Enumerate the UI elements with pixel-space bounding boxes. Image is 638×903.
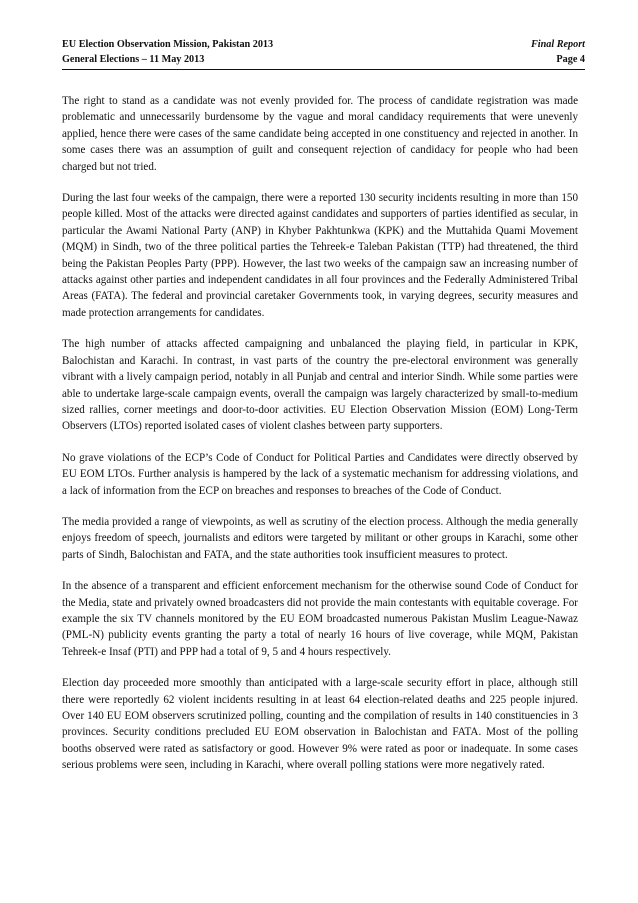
election-subtitle: General Elections – 11 May 2013 — [62, 53, 205, 65]
page-header — [62, 38, 585, 70]
paragraph-election-day: Election day proceeded more smoothly than anticipated with a large-scale security effort in place, although still there were reportedly 62 violent incidents resulting in at least 64 election-related deaths and 225 people injured. Over 140 EU EOM observers scrutinized polling, counting and the compilation of results in 140 constituencies in 3 provinces. Security conditions precluded EU EOM observation in Balochistan and FATA. Most of the polling booths observed were rated as satisfactory or good. However 9% were rated as poor or inadequate. In some cases serious problems were seen, including in Karachi, where overall polling stations were more negatively rated. — [62, 677, 578, 772]
mission-title: EU Election Observation Mission, Pakistan 2013 — [62, 39, 274, 50]
paragraph-media-viewpoints: The media provided a range of viewpoints, as well as scrutiny of the election process. Although the media generally enjoys freedom of speech, journalists and editors were targeted by militant or other groups in Karachi, some other parts of Sindh, Balochistan and FATA, and the state authorities took insufficient measures to protect. — [62, 515, 578, 561]
report-body — [62, 93, 578, 789]
paragraph-candidate-registration: The right to stand as a candidate was not evenly provided for. The process of candidate registration was made problematic and unnecessarily burdensome by the vague and moral candidacy requirements that were unevenly applied, hence there were cases of the same candidate being accepted in one constituency and rejected in another. In some cases there was an assumption of guilt and consequent rejection of candidacy for people who had been charged but not tried. — [62, 95, 578, 173]
header-row-top — [62, 38, 585, 53]
header-row-bottom — [62, 53, 585, 68]
paragraph-code-of-conduct: No grave violations of the ECP’s Code of Conduct for Political Parties and Candidates were directly observed by EU EOM LTOs. Further analysis is hampered by the lack of a systematic mechanism for addressing violations, and a lack of information from the ECP on breaches and responses to breaches of the Code of Conduct. — [62, 451, 578, 497]
report-type: Final Report — [530, 39, 585, 50]
paragraph-security-incidents: During the last four weeks of the campaign, there were a reported 130 security incidents resulting in more than 150 people killed. Most of the attacks were directed against candidates and supporters of parties identified as secular, in particular the Awami National Party (ANP) in Khyber Pakhtunkwa (KPK) and the Muttahida Quami Movement (MQM) in Sindh, two of the three political parties the Tehreek-e Taleban Pakistan (TTP) had threatened, the third being the Pakistan Peoples Party (PPP). However, the last two weeks of the campaign saw an increasing number of attacks against other parties and independent candidates in all four provinces and the Federally Administered Tribal Areas (FATA). The federal and provincial caretaker Governments took, in varying degrees, security measures and made protection arrangements for candidates. — [62, 192, 578, 319]
paragraph-media-coverage: In the absence of a transparent and efficient enforcement mechanism for the otherwise sound Code of Conduct for the Media, state and privately owned broadcasters did not provide the main contestants with equitable coverage. For example the six TV channels monitored by the EU EOM broadcasted numerous Pakistan Muslim League-Nawaz (PML-N) publicity events granting the party a total of nearly 16 hours of live coverage, while MQM, Pakistan Tehreek-e Insaf (PTI) and PPP had a total of 9, 5 and 4 hours respectively. — [62, 580, 578, 658]
paragraph-campaign-environment: The high number of attacks affected campaigning and unbalanced the playing field, in particular in KPK, Balochistan and Karachi. In contrast, in vast parts of the country the pre-electoral environment was generally vibrant with a lively campaign period, notably in all Punjab and central and interior Sindh. While some parties were able to undertake large-scale campaign events, overall the campaign was largely characterized by small-to-medium sized rallies, corner meetings and door-to-door activities. EU Election Observation Mission (EOM) Long-Term Observers (LTOs) reported isolated cases of violent clashes between party supporters. — [62, 338, 578, 433]
page-number: Page 4 — [556, 53, 585, 65]
